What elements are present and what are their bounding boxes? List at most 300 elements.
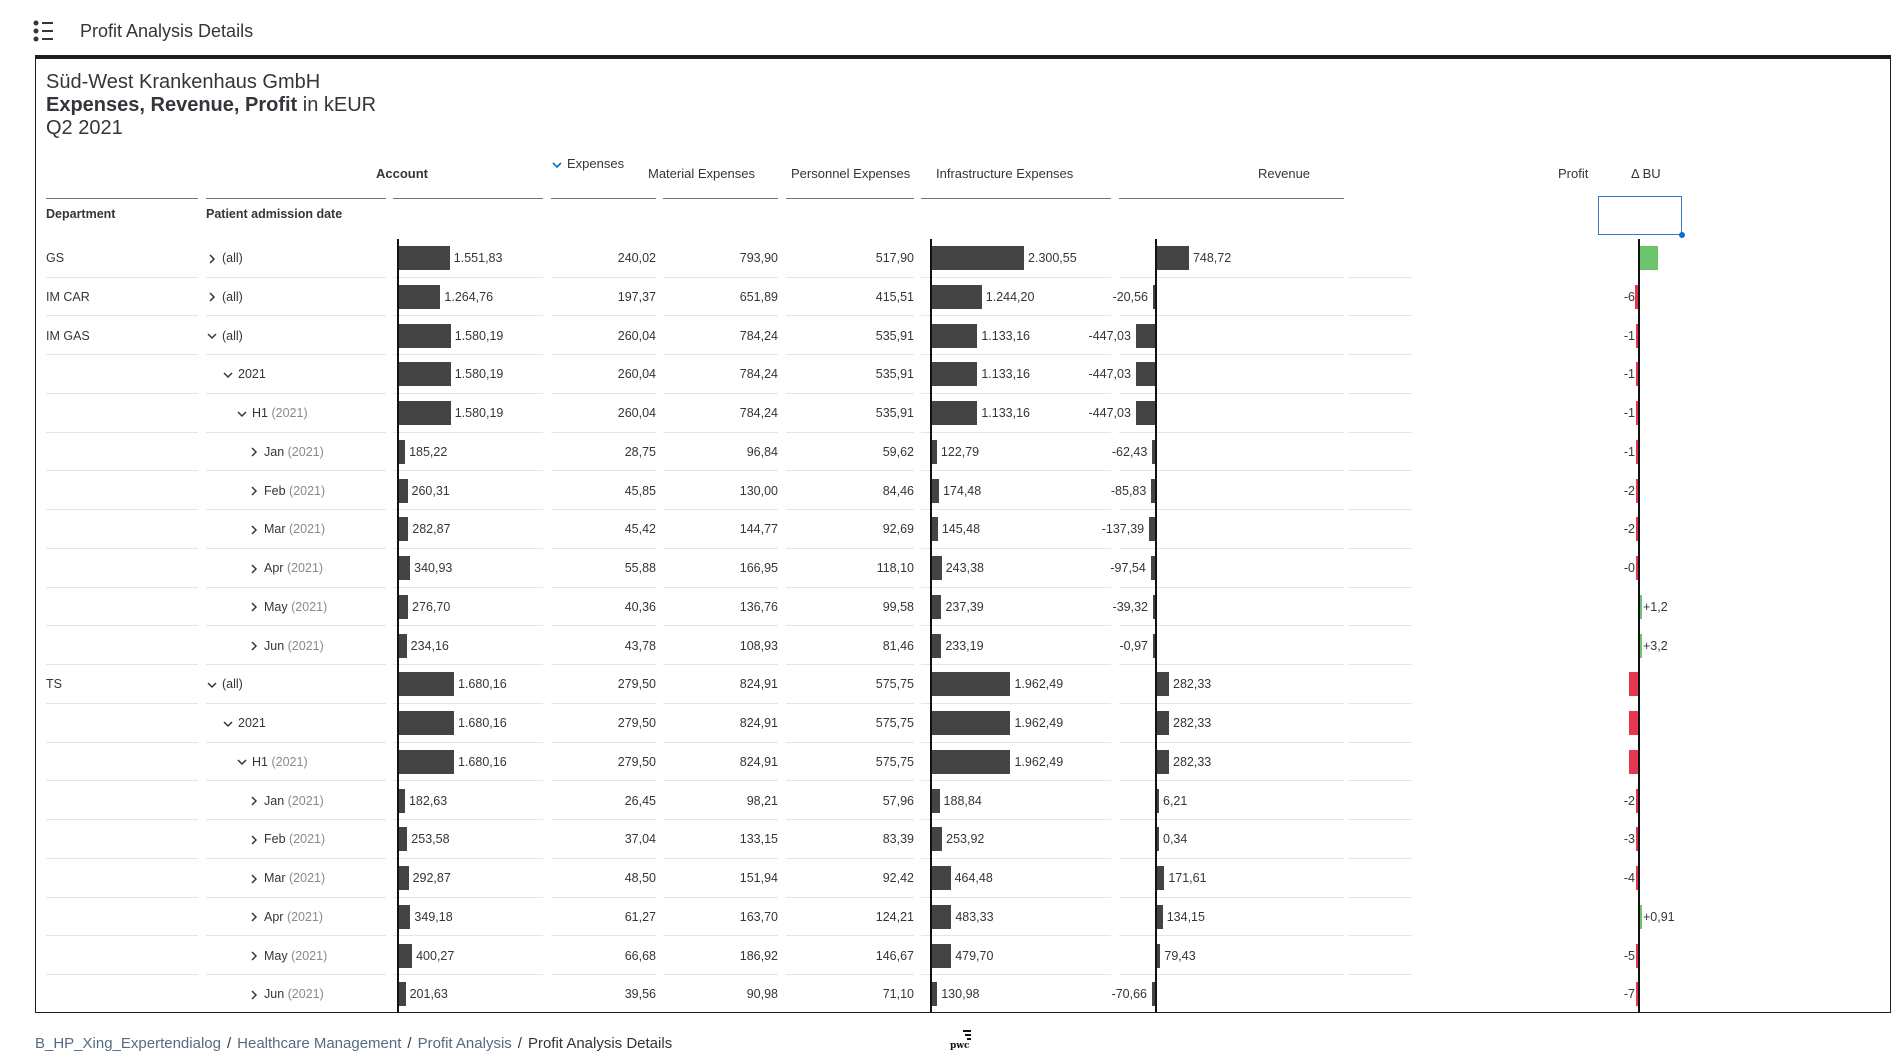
material-value: 55,88 xyxy=(624,561,656,575)
admission-date-header: Patient admission date xyxy=(206,207,343,221)
delta-bu-value: -1 xyxy=(1623,328,1635,343)
table-row xyxy=(36,239,1891,278)
delta-bu-value: -1 xyxy=(1623,444,1635,459)
measures-label: Expenses, Revenue, Profit xyxy=(46,94,298,116)
profit-value: -39,32 xyxy=(1112,599,1148,614)
delta-bu-value: -0 xyxy=(1623,561,1635,575)
delta-bu-value: +1,2 xyxy=(1643,599,1668,614)
personnel-header: Personnel Expenses xyxy=(791,166,911,181)
profit-bar xyxy=(1153,634,1155,658)
chevron-right-icon[interactable] xyxy=(248,640,260,652)
revenue-bar xyxy=(932,944,951,968)
date-member-year: (2021) xyxy=(287,793,324,808)
table-row xyxy=(36,937,1891,976)
table-row xyxy=(36,317,1891,356)
delta-bar xyxy=(1636,324,1638,348)
revenue-bar xyxy=(932,982,937,1006)
date-member-cell[interactable] xyxy=(248,859,325,898)
delta-bu-value: -7 xyxy=(1623,987,1635,1002)
personnel-value: 108,93 xyxy=(739,638,778,653)
expenses-value: 1.680,16 xyxy=(458,716,507,730)
chevron-right-icon[interactable] xyxy=(248,524,260,536)
profit-value: -447,03 xyxy=(1088,328,1131,343)
header-divider xyxy=(206,198,386,199)
personnel-value: 793,90 xyxy=(739,251,778,265)
expenses-value: 182,63 xyxy=(408,793,448,808)
company-name: Süd-West Krankenhaus GmbH xyxy=(46,71,321,93)
chevron-right-icon[interactable] xyxy=(206,291,218,303)
profit-value: -137,39 xyxy=(1101,522,1145,537)
expenses-value: 1.680,16 xyxy=(458,754,507,769)
breadcrumb-separator: / xyxy=(517,1035,522,1052)
breadcrumb-link[interactable]: Profit Analysis xyxy=(417,1035,512,1052)
infrastructure-value: 71,10 xyxy=(882,987,914,1002)
delta-bar xyxy=(1629,711,1638,735)
material-value: 197,37 xyxy=(617,289,656,304)
header-divider xyxy=(1119,198,1344,199)
date-member-cell[interactable] xyxy=(206,665,243,704)
revenue-value: 122,79 xyxy=(940,444,980,459)
material-value: 45,42 xyxy=(624,522,656,537)
chevron-right-icon[interactable] xyxy=(248,950,260,962)
expenses-bar xyxy=(399,672,454,696)
date-member-year: (2021) xyxy=(271,406,308,420)
profit-axis xyxy=(1155,394,1157,433)
table-row xyxy=(36,665,1891,704)
delta-bu-value: -2 xyxy=(1623,793,1635,808)
date-member-year: (2021) xyxy=(289,871,326,885)
personnel-value: 824,91 xyxy=(739,716,778,730)
report-table-frame xyxy=(35,55,1891,1013)
revenue-value: 174,48 xyxy=(942,483,982,498)
date-member-cell[interactable] xyxy=(248,937,327,976)
expenses-bar xyxy=(399,982,406,1006)
infrastructure-value: 57,96 xyxy=(882,793,914,808)
expenses-value: 1.680,16 xyxy=(458,677,507,692)
expenses-header[interactable] xyxy=(551,156,624,171)
department-cell: GS xyxy=(46,251,65,265)
revenue-value: 483,33 xyxy=(955,909,994,924)
date-member-label: Mar xyxy=(264,871,286,885)
material-header: Material Expenses xyxy=(648,166,755,181)
delta-bu-value: -3 xyxy=(1623,832,1635,847)
expenses-bar xyxy=(399,866,409,890)
account-header: Account xyxy=(376,166,428,181)
date-member-cell[interactable] xyxy=(206,317,243,356)
profit-bar xyxy=(1157,711,1169,735)
delta-axis xyxy=(1638,549,1640,588)
delta-bar xyxy=(1636,827,1638,851)
expenses-bar xyxy=(399,440,405,464)
expenses-bar xyxy=(399,362,451,386)
material-value: 37,04 xyxy=(624,832,656,847)
material-value: 45,85 xyxy=(624,483,656,498)
profit-bar xyxy=(1157,750,1169,774)
table-row xyxy=(36,859,1891,898)
department-cell: TS xyxy=(46,677,62,692)
expenses-value: 234,16 xyxy=(410,638,449,653)
revenue-header: Revenue xyxy=(1258,166,1311,181)
profit-header: Profit xyxy=(1558,166,1589,181)
breadcrumb-link[interactable]: B_HP_Xing_Expertendialog xyxy=(35,1035,221,1052)
measures-line xyxy=(46,94,376,117)
delta-axis xyxy=(1638,433,1640,472)
profit-axis xyxy=(1155,317,1157,356)
profit-value: -70,66 xyxy=(1111,987,1147,1002)
revenue-value: 2.300,55 xyxy=(1028,251,1077,265)
date-member-cell[interactable] xyxy=(236,394,308,433)
expenses-bar xyxy=(399,944,412,968)
chevron-right-icon[interactable] xyxy=(248,485,260,497)
date-member-label: Apr xyxy=(264,561,284,575)
revenue-bar xyxy=(932,324,977,348)
date-member-label: Feb xyxy=(264,832,286,847)
revenue-bar xyxy=(932,440,937,464)
personnel-value: 163,70 xyxy=(739,909,778,924)
date-member-cell[interactable] xyxy=(248,549,323,588)
infrastructure-value: 415,51 xyxy=(875,289,914,304)
revenue-value: 1.133,16 xyxy=(981,367,1030,382)
date-member-cell[interactable] xyxy=(222,355,266,394)
infrastructure-value: 59,62 xyxy=(882,444,914,459)
profit-bar xyxy=(1151,556,1155,580)
expenses-bar xyxy=(399,246,450,270)
expenses-bar xyxy=(399,827,407,851)
personnel-value: 784,24 xyxy=(739,328,778,343)
pwc-logo xyxy=(948,1028,978,1052)
personnel-value: 651,89 xyxy=(739,289,778,304)
date-member-cell[interactable] xyxy=(248,820,325,859)
revenue-value: 145,48 xyxy=(941,522,981,537)
revenue-value: 130,98 xyxy=(941,987,980,1002)
revenue-bar xyxy=(932,285,982,309)
delta-bu-value: -1 xyxy=(1623,367,1635,382)
profit-bar xyxy=(1157,944,1160,968)
date-member-year: (2021) xyxy=(287,987,324,1002)
expenses-value: 1.580,19 xyxy=(454,328,504,343)
date-member-cell[interactable] xyxy=(248,627,324,666)
date-member-year: (2021) xyxy=(287,638,324,653)
infrastructure-value: 92,69 xyxy=(882,522,914,537)
revenue-bar xyxy=(932,595,941,619)
infrastructure-value: 92,42 xyxy=(882,871,914,885)
breadcrumb xyxy=(35,1035,672,1052)
delta-axis xyxy=(1638,704,1640,743)
breadcrumb-separator: / xyxy=(407,1035,412,1052)
date-member-label: May xyxy=(264,599,288,614)
revenue-value: 237,39 xyxy=(945,599,984,614)
revenue-bar xyxy=(932,711,1010,735)
expenses-bar xyxy=(399,634,407,658)
header-divider xyxy=(663,198,778,199)
material-value: 48,50 xyxy=(624,871,656,885)
infrastructure-value: 81,46 xyxy=(882,638,914,653)
revenue-value: 188,84 xyxy=(943,793,982,808)
date-member-cell[interactable] xyxy=(248,588,327,627)
date-member-cell[interactable] xyxy=(206,278,243,317)
chevron-right-icon[interactable] xyxy=(248,911,260,923)
profit-value: -85,83 xyxy=(1110,483,1147,498)
table-row xyxy=(36,549,1891,588)
date-member-cell[interactable] xyxy=(248,472,325,511)
expenses-bar xyxy=(399,324,451,348)
revenue-value: 1.962,49 xyxy=(1014,677,1064,692)
profit-value: 171,61 xyxy=(1168,871,1207,885)
profit-bar xyxy=(1136,401,1155,425)
table-row xyxy=(36,743,1891,782)
profit-value: 134,15 xyxy=(1166,909,1205,924)
delta-bu-value: -1 xyxy=(1623,406,1635,420)
date-member-label: Jan xyxy=(264,793,285,808)
delta-bar xyxy=(1636,479,1638,503)
profit-value: 0,34 xyxy=(1163,832,1188,847)
material-value: 279,50 xyxy=(617,716,656,730)
chevron-down-icon[interactable] xyxy=(236,408,248,420)
infrastructure-value: 99,58 xyxy=(882,599,914,614)
profit-value: 282,33 xyxy=(1173,677,1212,692)
chevron-down-icon[interactable] xyxy=(206,330,218,342)
profit-value: 79,43 xyxy=(1164,948,1196,963)
revenue-bar xyxy=(932,362,977,386)
delta-axis xyxy=(1638,394,1640,433)
date-member-year: (2021) xyxy=(286,909,324,924)
expenses-value: 201,63 xyxy=(409,987,448,1002)
date-member-year: (2021) xyxy=(286,561,324,575)
material-value: 240,02 xyxy=(617,251,656,265)
date-member-cell[interactable] xyxy=(248,975,324,1013)
date-member-label: (all) xyxy=(222,289,243,304)
chevron-right-icon[interactable] xyxy=(248,873,260,885)
profit-bar xyxy=(1152,982,1155,1006)
chevron-right-icon[interactable] xyxy=(248,601,260,613)
profit-bar xyxy=(1151,479,1155,503)
delta-axis xyxy=(1638,937,1640,976)
expenses-value: 185,22 xyxy=(409,444,448,459)
expenses-bar xyxy=(399,401,451,425)
profit-axis xyxy=(1155,433,1157,472)
material-value: 66,68 xyxy=(624,948,656,963)
chevron-down-icon[interactable] xyxy=(222,718,234,730)
expenses-bar xyxy=(399,750,454,774)
date-member-label: Jan xyxy=(264,444,285,459)
chevron-down-icon[interactable] xyxy=(206,679,218,691)
chevron-right-icon[interactable] xyxy=(248,989,260,1001)
delta-bu-value: +3,2 xyxy=(1643,638,1668,653)
table-row xyxy=(36,782,1891,821)
profit-bar xyxy=(1157,672,1169,696)
header-divider xyxy=(921,198,1111,199)
personnel-value: 133,15 xyxy=(739,832,778,847)
date-member-label: (all) xyxy=(222,677,243,692)
chevron-right-icon[interactable] xyxy=(248,446,260,458)
chevron-right-icon[interactable] xyxy=(248,795,260,807)
table-row xyxy=(36,433,1891,472)
date-member-label: (all) xyxy=(222,251,243,265)
expenses-bar xyxy=(399,789,405,813)
chevron-down-icon[interactable] xyxy=(236,756,248,768)
date-member-year: (2021) xyxy=(289,522,326,537)
profit-bar xyxy=(1152,440,1155,464)
delta-bu-value: -6 xyxy=(1623,289,1635,304)
breadcrumb-current: Profit Analysis Details xyxy=(527,1035,673,1052)
delta-bar xyxy=(1636,944,1638,968)
table-row xyxy=(36,975,1891,1013)
delta-bar xyxy=(1640,905,1642,929)
revenue-bar xyxy=(932,672,1010,696)
personnel-value: 784,24 xyxy=(739,367,778,382)
profit-bar xyxy=(1157,246,1189,270)
delta-bar xyxy=(1629,750,1638,774)
revenue-bar xyxy=(932,556,942,580)
delta-bar xyxy=(1636,440,1638,464)
profit-axis xyxy=(1155,355,1157,394)
date-member-year: (2021) xyxy=(291,948,328,963)
personnel-value: 144,77 xyxy=(739,522,778,537)
profit-bar xyxy=(1153,285,1155,309)
material-value: 43,78 xyxy=(624,638,656,653)
delta-bar xyxy=(1635,285,1638,309)
table-row xyxy=(36,510,1891,549)
delta-bar xyxy=(1629,672,1638,696)
selected-cell[interactable] xyxy=(1598,196,1682,235)
chevron-right-icon[interactable] xyxy=(248,563,260,575)
personnel-value: 166,95 xyxy=(739,561,778,575)
table-row xyxy=(36,472,1891,511)
delta-axis xyxy=(1638,510,1640,549)
profit-bar xyxy=(1136,362,1155,386)
date-member-label: Apr xyxy=(264,909,284,924)
date-member-cell[interactable] xyxy=(248,898,323,937)
material-value: 61,27 xyxy=(624,909,656,924)
revenue-value: 1.133,16 xyxy=(981,406,1030,420)
page-title: Profit Analysis Details xyxy=(80,21,254,41)
profit-value: 6,21 xyxy=(1163,793,1188,808)
date-member-label: H1 xyxy=(252,406,268,420)
expenses-bar xyxy=(399,285,440,309)
table-row xyxy=(36,704,1891,743)
date-member-label: 2021 xyxy=(238,716,266,730)
infrastructure-value: 84,46 xyxy=(882,483,914,498)
delta-bu-value: -4 xyxy=(1623,871,1635,885)
personnel-value: 824,91 xyxy=(739,754,778,769)
profit-bar xyxy=(1153,595,1155,619)
table-row xyxy=(36,898,1891,937)
delta-bar xyxy=(1640,634,1642,658)
expenses-value: 1.551,83 xyxy=(453,251,503,265)
chevron-down-icon[interactable] xyxy=(222,369,234,381)
breadcrumb-link[interactable]: Healthcare Management xyxy=(237,1035,402,1052)
delta-bu-header: Δ BU xyxy=(1631,166,1661,181)
department-cell: IM CAR xyxy=(46,289,90,304)
table-row xyxy=(36,394,1891,433)
date-member-year: (2021) xyxy=(271,754,308,769)
date-member-label: Mar xyxy=(264,522,286,537)
date-member-cell[interactable] xyxy=(206,239,243,278)
profit-value: 748,72 xyxy=(1192,251,1232,265)
profit-value: 282,33 xyxy=(1173,716,1212,730)
expenses-bar xyxy=(399,905,410,929)
delta-bu-value: -2 xyxy=(1623,522,1635,537)
date-member-label: Jun xyxy=(264,987,285,1002)
profit-value: -97,54 xyxy=(1110,561,1146,575)
profit-axis xyxy=(1155,472,1157,511)
delta-axis xyxy=(1638,317,1640,356)
material-value: 40,36 xyxy=(624,599,656,614)
expenses-value: 282,87 xyxy=(412,522,451,537)
expenses-value: 349,18 xyxy=(414,909,453,924)
date-member-cell[interactable] xyxy=(236,743,308,782)
infrastructure-value: 535,91 xyxy=(875,328,914,343)
expenses-bar xyxy=(399,711,454,735)
personnel-value: 98,21 xyxy=(746,793,778,808)
expenses-bar xyxy=(399,556,410,580)
expenses-value: 1.580,19 xyxy=(454,406,504,420)
delta-axis xyxy=(1638,665,1640,704)
delta-bar xyxy=(1640,246,1658,270)
delta-axis xyxy=(1638,782,1640,821)
profit-value: -0,97 xyxy=(1119,638,1148,653)
table-row xyxy=(36,278,1891,317)
chevron-right-icon[interactable] xyxy=(206,253,218,265)
expenses-bar xyxy=(399,517,408,541)
breadcrumb-separator: / xyxy=(226,1035,232,1052)
profit-axis xyxy=(1155,588,1157,627)
revenue-bar xyxy=(932,401,977,425)
date-member-cell[interactable] xyxy=(248,510,325,549)
date-member-year: (2021) xyxy=(289,483,326,498)
expenses-bar xyxy=(399,479,408,503)
delta-bar xyxy=(1640,595,1642,619)
date-member-cell[interactable] xyxy=(248,433,324,472)
personnel-value: 96,84 xyxy=(746,444,778,459)
expenses-value: 260,31 xyxy=(411,483,450,498)
revenue-bar xyxy=(932,827,942,851)
expenses-value: 400,27 xyxy=(416,948,455,963)
personnel-value: 186,92 xyxy=(739,948,778,963)
profit-bar xyxy=(1157,789,1159,813)
revenue-bar xyxy=(932,634,941,658)
delta-axis xyxy=(1638,743,1640,782)
material-value: 26,45 xyxy=(624,793,656,808)
date-member-cell[interactable] xyxy=(222,704,266,743)
infrastructure-value: 535,91 xyxy=(875,406,914,420)
material-value: 260,04 xyxy=(617,406,656,420)
date-member-cell[interactable] xyxy=(248,782,324,821)
menu-list-icon[interactable] xyxy=(33,20,53,42)
material-value: 39,56 xyxy=(624,987,656,1002)
revenue-value: 1.133,16 xyxy=(981,328,1030,343)
header-divider xyxy=(551,198,656,199)
personnel-value: 784,24 xyxy=(739,406,778,420)
infrastructure-value: 575,75 xyxy=(875,754,914,769)
personnel-value: 136,76 xyxy=(739,599,778,614)
date-member-year: (2021) xyxy=(287,444,324,459)
revenue-value: 243,38 xyxy=(945,561,984,575)
infrastructure-value: 575,75 xyxy=(875,716,914,730)
profit-value: -447,03 xyxy=(1088,406,1131,420)
profit-axis xyxy=(1155,627,1157,666)
infrastructure-value: 83,39 xyxy=(882,832,914,847)
infrastructure-value: 535,91 xyxy=(875,367,914,382)
date-member-label: 2021 xyxy=(238,367,266,382)
expenses-value: 340,93 xyxy=(414,561,453,575)
chevron-right-icon[interactable] xyxy=(248,834,260,846)
revenue-value: 1.962,49 xyxy=(1014,716,1064,730)
date-member-year: (2021) xyxy=(291,599,328,614)
profit-value: -62,43 xyxy=(1111,444,1148,459)
header-divider xyxy=(786,198,914,199)
revenue-bar xyxy=(932,905,951,929)
